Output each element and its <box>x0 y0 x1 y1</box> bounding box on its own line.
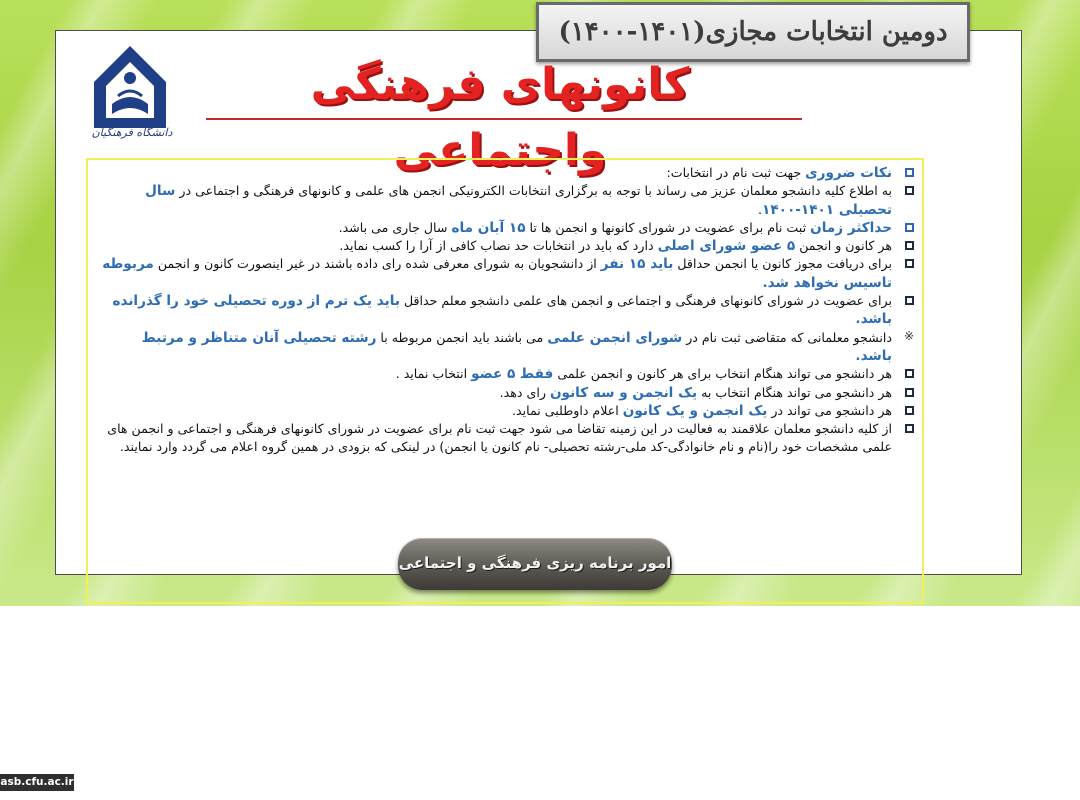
note-text: جهت ثبت نام در انتخابات: <box>666 165 806 180</box>
note-item <box>102 402 916 420</box>
note-text: از دانشجویان به شورای معرفی شده رای داده باشند در غیر اینصورت کانون و انجمن <box>153 256 601 272</box>
note-item <box>102 255 916 292</box>
checkbox-bullet-icon <box>905 296 914 305</box>
highlight-text: شورای انجمن علمی <box>547 329 683 346</box>
asterisk-bullet-icon: ※ <box>903 328 914 343</box>
note-text: رای دهد. <box>499 384 550 400</box>
checkbox-bullet-icon <box>905 186 914 195</box>
note-text: هر دانشجو می تواند هنگام انتخاب به <box>697 384 892 400</box>
note-item <box>102 365 916 383</box>
highlight-text: مربوطه تاسیس نخواهد شد. <box>102 256 892 291</box>
note-text: انتخاب نماید . <box>395 366 472 382</box>
checkbox-bullet-icon <box>905 259 914 268</box>
note-text: هر دانشجو می تواند در <box>767 402 892 418</box>
highlight-text: رشته تحصیلی آنان متناظر و مرتبط باشد. <box>141 329 892 364</box>
logo-caption: دانشگاه فرهنگیان <box>91 126 173 139</box>
highlight-text: باید ۱۵ نفر <box>600 256 674 273</box>
checkbox-bullet-icon <box>905 406 914 415</box>
note-text: برای عضویت در شورای کانونهای فرهنگی و اجتماعی و انجمن های علمی دانشجو معلم حداقل <box>399 293 892 309</box>
highlight-text: ۱۵ آبان ماه <box>451 219 526 236</box>
note-item <box>102 182 916 219</box>
note-text: اعلام داوطلبی نماید. <box>512 402 623 418</box>
note-text: ثبت نام برای عضویت در شورای کانونها و انجمن ها تا <box>525 219 811 235</box>
election-title: دومین انتخابات مجازی(۱۴۰۱-۱۴۰۰) <box>558 17 948 47</box>
highlight-text: فقط ۵ عضو <box>471 366 554 383</box>
highlight-text: یک انجمن و یک کانون <box>622 402 768 419</box>
checkbox-bullet-icon <box>905 369 914 378</box>
highlight-text: باید یک ترم از دوره تحصیلی خود را گذرانده باشد. <box>112 293 892 328</box>
note-item <box>102 219 916 237</box>
highlight-text: یک انجمن و سه کانون <box>549 384 698 401</box>
note-item <box>102 329 916 366</box>
note-text: از کلیه دانشجو معلمان علاقمند به فعالیت در این زمینه تقاضا می شود جهت ثبت نام برای عضویت در شورای کانونهای فرهنگی و اجتماعی و انجمن های علمی مشخصات خود را(نام و نام خانوادگی-کد ملی-رشته تحصیلی- نام کانون یا انجمن) در لینکی که بزودی در همین گروه اعلام می گردد وارد نمایند. <box>107 421 892 455</box>
note-text: برای دریافت مجوز کانون یا انجمن حداقل <box>673 256 892 272</box>
highlight-text: حداکثر زمان <box>810 219 892 236</box>
note-item <box>102 420 916 457</box>
checkbox-bullet-icon <box>905 424 914 433</box>
highlight-text: سال تحصیلی ۱۴۰۱-۱۴۰۰ <box>145 183 892 218</box>
checkbox-bullet-icon <box>905 168 914 177</box>
checkbox-bullet-icon <box>905 223 914 232</box>
highlight-text: نکات ضروری <box>805 165 892 181</box>
site-watermark: asb.cfu.ac.ir <box>0 774 74 791</box>
note-text: دانشجو معلمانی که متقاضی ثبت نام در <box>682 329 892 345</box>
note-item <box>102 292 916 329</box>
title-underline <box>206 118 802 120</box>
note-text: . <box>758 201 763 217</box>
note-item <box>102 237 916 255</box>
main-title: کانونهای فرهنگی واجتماعی <box>310 59 690 176</box>
note-text: دارد که باید در انتخابات حد نصاب کافی از آرا را کسب نماید. <box>339 238 658 254</box>
cultural-affairs-button <box>398 538 672 590</box>
note-item <box>102 384 916 402</box>
note-text: می باشند باید انجمن مربوطه با <box>376 329 548 345</box>
note-text: هر دانشجو می تواند هنگام انتخاب برای هر کانون و انجمن علمی <box>553 366 892 382</box>
checkbox-bullet-icon <box>905 241 914 250</box>
note-text: سال جاری می باشد. <box>338 219 452 235</box>
note-item <box>102 164 916 182</box>
cultural-affairs-label: امور برنامه ریزی فرهنگی و اجتماعی <box>398 554 672 572</box>
highlight-text: ۵ عضو شورای اصلی <box>657 238 796 255</box>
note-text: هر کانون و انجمن <box>795 238 892 254</box>
checkbox-bullet-icon <box>905 388 914 397</box>
note-text: به اطلاع کلیه دانشجو معلمان عزیز می رساند با توجه به برگزاری انتخابات الکترونیکی انجمن های علمی و کانونهای فرهنگی و اجتماعی در <box>175 183 892 199</box>
